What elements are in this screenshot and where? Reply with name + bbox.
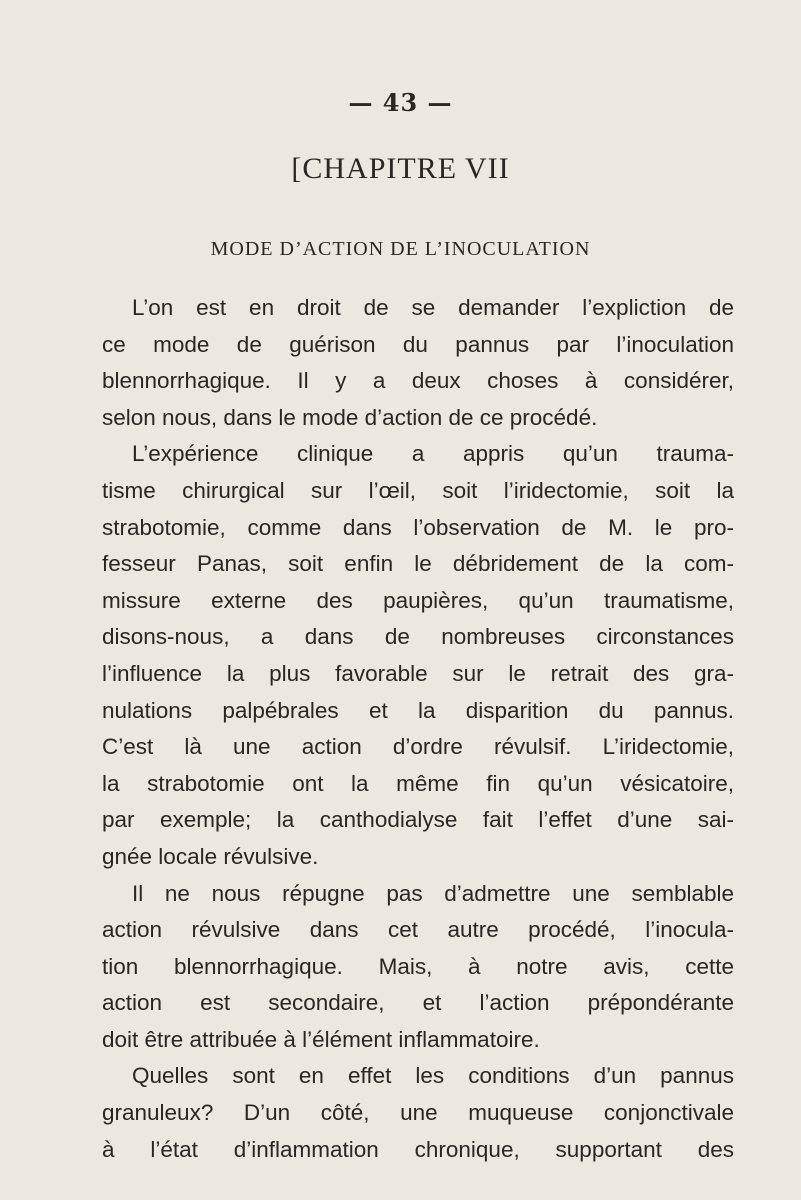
paragraph-4 xyxy=(102,1058,734,1168)
paragraph-2 xyxy=(102,436,734,875)
text-line: par exemple; la canthodialyse fait l’effet d’une sai- xyxy=(102,807,734,833)
text-line: action est secondaire, et l’action prépondérante xyxy=(102,990,734,1016)
text-line: L’expérience clinique a appris qu’un trauma- xyxy=(132,441,734,467)
chapter-title: [CHAPITRE VII xyxy=(291,152,510,185)
text-line: ce mode de guérison du pannus par l’inoculation xyxy=(102,331,734,357)
text-line: tisme chirurgical sur l’œil, soit l’iridectomie, soit la xyxy=(102,477,734,503)
text-line: tion blennorrhagique. Mais, à notre avis, cette xyxy=(102,953,734,979)
text-line: gnée locale révulsive. xyxy=(102,843,319,869)
text-line: nulations palpébrales et la disparition du pannus. xyxy=(102,697,734,723)
text-line: doit être attribuée à l’élément inflammatoire. xyxy=(102,1026,540,1052)
text-line: Il ne nous répugne pas d’admettre une semblable xyxy=(132,880,734,906)
text-line: blennorrhagique. Il y a deux choses à considérer, xyxy=(102,368,734,394)
text-line: C’est là une action d’ordre révulsif. L’iridectomie, xyxy=(102,734,734,760)
page-number: — 43 — xyxy=(348,88,453,117)
body-text xyxy=(102,290,734,1168)
text-line: l’influence la plus favorable sur le retrait des gra- xyxy=(102,660,734,686)
text-line: granuleux? D’un côté, une muqueuse conjonctivale xyxy=(102,1100,734,1126)
text-line: disons-nous, a dans de nombreuses circonstances xyxy=(102,624,734,650)
text-line: strabotomie, comme dans l’observation de M. le pro- xyxy=(102,514,734,540)
text-line: fesseur Panas, soit enfin le débridement de la com- xyxy=(102,551,734,577)
text-line: missure externe des paupières, qu’un traumatisme, xyxy=(102,587,734,613)
text-line: Quelles sont en effet les conditions d’un pannus xyxy=(132,1063,734,1089)
section-title: MODE D’ACTION DE L’INOCULATION xyxy=(210,238,591,260)
text-line: action révulsive dans cet autre procédé, l’inocula- xyxy=(102,917,734,943)
text-line: la strabotomie ont la même fin qu’un vésicatoire, xyxy=(102,770,734,796)
text-line: selon nous, dans le mode d’action de ce procédé. xyxy=(102,404,598,430)
paragraph-3 xyxy=(102,876,734,1059)
text-line: L’on est en droit de se demander l’expliction de xyxy=(132,295,734,320)
text-line: à l’état d’inflammation chronique, supportant des xyxy=(102,1136,734,1162)
paragraph-1 xyxy=(102,290,734,436)
